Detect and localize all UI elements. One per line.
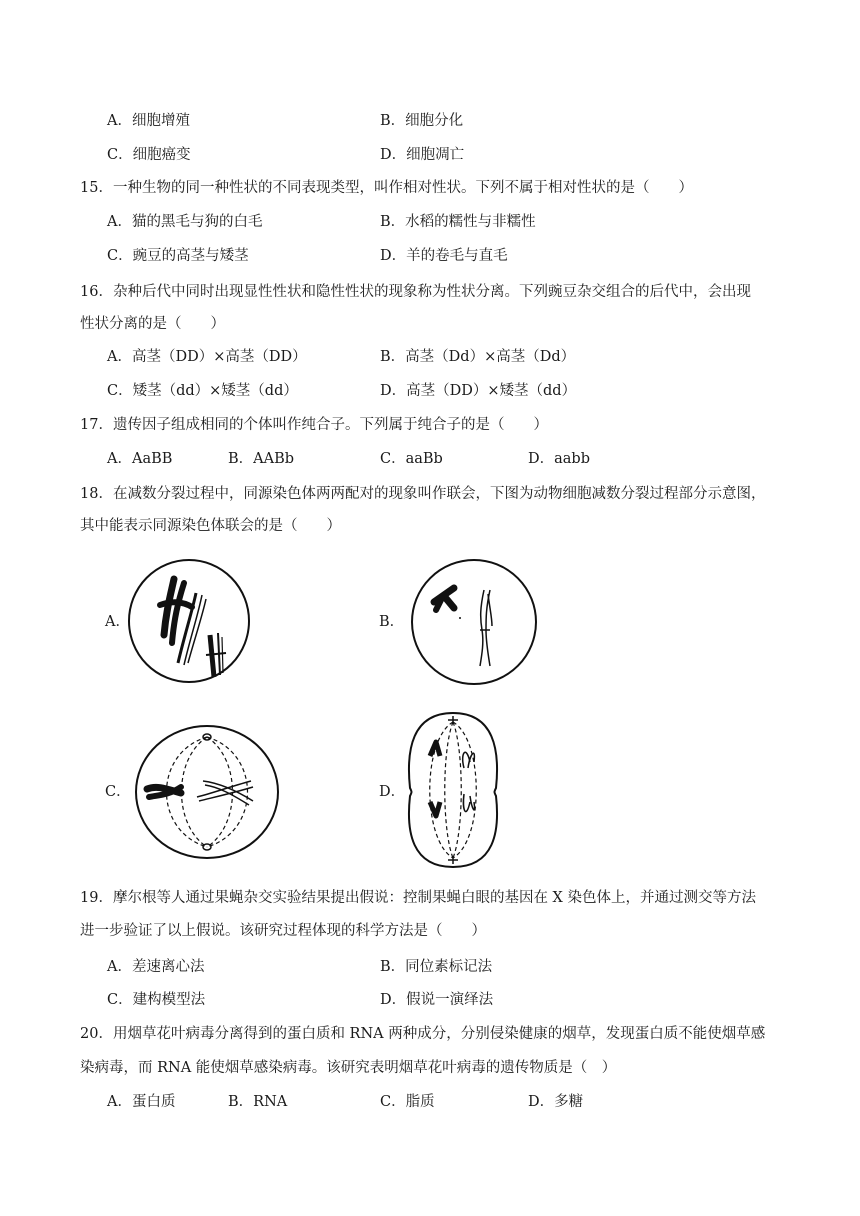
q16-option-c: C．矮茎（dd）×矮茎（dd） <box>107 383 298 399</box>
q20-option-b: B．RNA <box>228 1094 288 1110</box>
q18-figure-a <box>126 557 252 685</box>
q19-text-line1: 19．摩尔根等人通过果蝇杂交实验结果提出假说：控制果蝇白眼的基因在 X 染色体上，并通过测交等方法 <box>80 890 756 906</box>
q20-option-a: A．蛋白质 <box>107 1094 176 1110</box>
q18-figure-label-c: C． <box>105 784 131 800</box>
q15-option-c: C．豌豆的高茎与矮茎 <box>107 248 249 264</box>
q14-option-b: B．细胞分化 <box>380 113 464 129</box>
q18-figure-label-a: A． <box>105 614 130 630</box>
q17-option-a: A．AaBB <box>107 451 173 467</box>
q14-option-d: D．细胞凋亡 <box>380 147 465 163</box>
q19-text-line2: 进一步验证了以上假说。该研究过程体现的科学方法是（ ） <box>80 923 486 939</box>
q16-text-line1: 16．杂种后代中同时出现显性性状和隐性性状的现象称为性状分离。下列豌豆杂交组合的后代中，会出现 <box>80 284 751 300</box>
q15-option-a: A．猫的黑毛与狗的白毛 <box>107 214 263 230</box>
q15-option-d: D．羊的卷毛与直毛 <box>380 248 508 264</box>
q14-option-c: C．细胞癌变 <box>107 147 191 163</box>
q19-option-c: C．建构模型法 <box>107 992 206 1008</box>
q18-text-line2: 其中能表示同源染色体联会的是（ ） <box>80 518 341 534</box>
q20-option-d: D．多糖 <box>528 1094 584 1110</box>
q17-option-d: D．aabb <box>528 451 590 467</box>
q16-option-d: D．高茎（DD）×矮茎（dd） <box>380 383 577 399</box>
q16-option-a: A．高茎（DD）×高茎（DD） <box>107 349 307 365</box>
q19-option-b: B．同位素标记法 <box>380 959 493 975</box>
q14-option-a: A．细胞增殖 <box>107 113 190 129</box>
q15-text: 15．一种生物的同一种性状的不同表现类型，叫作相对性状。下列不属于相对性状的是（ ） <box>80 180 693 196</box>
q18-figure-b <box>410 558 538 686</box>
q16-text-line2: 性状分离的是（ ） <box>80 316 225 332</box>
q18-text-line1: 18．在减数分裂过程中，同源染色体两两配对的现象叫作联会，下图为动物细胞减数分裂过程部分示意图， <box>80 486 766 502</box>
q15-option-b: B．水稻的糯性与非糯性 <box>380 214 536 230</box>
q19-option-d: D．假说一演绎法 <box>380 992 494 1008</box>
q20-option-c: C．脂质 <box>380 1094 435 1110</box>
q17-option-c: C．aaBb <box>380 451 443 467</box>
q17-text: 17．遗传因子组成相同的个体叫作纯合子。下列属于纯合子的是（ ） <box>80 417 548 433</box>
q18-figure-label-d: D． <box>379 784 406 800</box>
q20-text-line1: 20．用烟草花叶病毒分离得到的蛋白质和 RNA 两种成分，分别侵染健康的烟草，发现蛋白质不能使烟草感 <box>80 1026 766 1042</box>
q18-figure-d <box>392 710 514 870</box>
q19-option-a: A．差速离心法 <box>107 959 205 975</box>
q18-figure-label-b: B． <box>379 614 405 630</box>
q20-text-line2: 染病毒，而 RNA 能使烟草感染病毒。该研究表明烟草花叶病毒的遗传物质是（ ） <box>80 1060 617 1076</box>
q16-option-b: B．高茎（Dd）×高茎（Dd） <box>380 349 576 365</box>
q17-option-b: B．AABb <box>228 451 295 467</box>
q18-figure-c <box>133 723 281 861</box>
